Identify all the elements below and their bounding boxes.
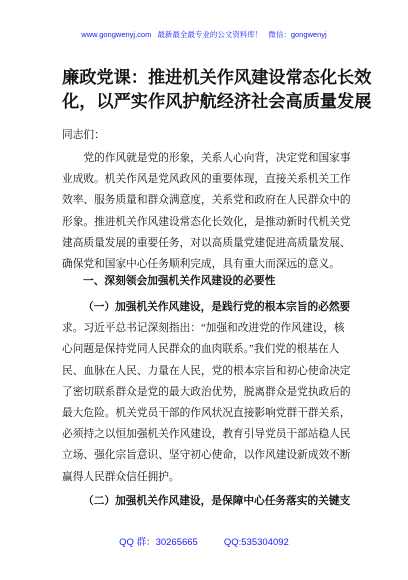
header-website[interactable]: www.gongwenyj.com [81,30,152,39]
paragraph-2-line: 最大危险。机关党员干部的作风状况直接影响党群干群关系， [62,406,351,419]
header-wechat: 微信：gongwenyj [268,30,327,39]
page-footer [0,534,408,548]
paragraph-2-line: 心问题是保持党同人民群众的血肉联系。”我们党的根基在人 [62,343,340,356]
paragraph-1-line: 业成败。机关作风是党风政风的重要体现，直接关系机关工作 [62,173,351,186]
paragraph-2-line: 民、血脉在人民、力量在人民，党的根本宗旨和初心使命决定 [62,364,351,377]
subheading-2: （二）加强机关作风建设，是保障中心任务落实的关键支 [83,495,351,507]
paragraph-1-line: 党的作风就是党的形象，关系人心向背，决定党和国家事 [62,152,351,164]
paragraph-2-line: 求。习近平总书记深刻指出：“加强和改进党的作风建设，核 [62,322,345,335]
paragraph-2-line: 了密切联系群众是党的最大政治优势，脱离群众是党执政后的 [62,385,351,398]
page-header [0,29,408,40]
footer-qq-group: QQ 群：30265665 [119,537,198,548]
paragraph-1-line: 形象。推进机关作风建设常态化长效化，是推动新时代机关党 [62,215,351,228]
paragraph-1 [62,148,362,275]
paragraph-2-line: 立场、强化宗旨意识、坚守初心使命，以作风建设新成效不断 [62,449,351,462]
footer-qq: QQ:535304092 [223,537,289,548]
title-line-2: 化，以严实作风护航经济社会高质量发展 [62,92,372,111]
title-line-1: 廉政党课：推进机关作风建设常态化长效 [62,68,372,87]
subheading-1: （一）加强机关作风建设，是践行党的根本宗旨的必然要 [83,301,351,313]
section-1-heading: 一、深刻领会加强机关作风建设的必要性 [83,275,276,287]
paragraph-2-line: 赢得人民群众信任拥护。 [62,470,180,483]
document-title [62,66,372,114]
paragraph-2 [62,297,362,488]
salutation: 同志们： [62,129,105,141]
paragraph-1-line: 建高质量发展的重要任务，对以高质量党建促进高质量发展、 [62,236,351,249]
paragraph-1-line: 效率、服务质量和群众满意度，关系党和政府在人民群众中的 [62,194,351,207]
header-slogan: 最新最全最专业的公文资料库！ [157,30,263,39]
paragraph-1-line: 确保党和国家中心任务顺利完成，具有重大而深远的意义。 [62,257,340,270]
paragraph-2-line: 必须持之以恒加强机关作风建设，教育引导党员干部站稳人民 [62,428,351,441]
